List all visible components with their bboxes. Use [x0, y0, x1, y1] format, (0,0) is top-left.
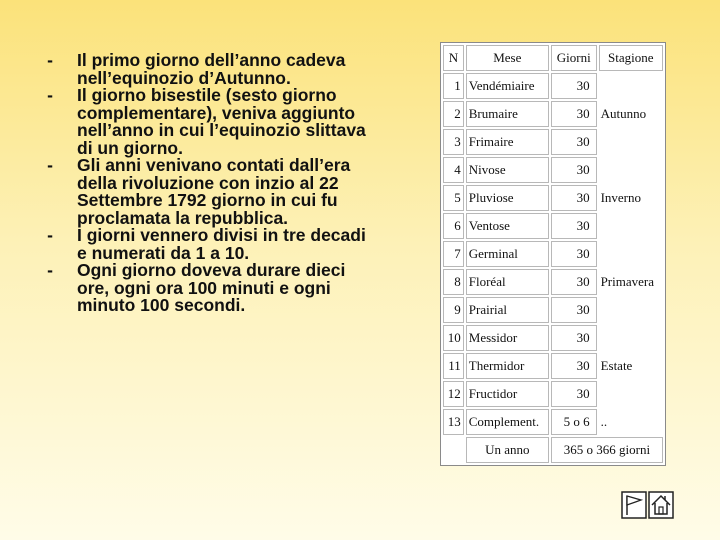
- home-icon: [648, 491, 674, 519]
- bullet-marker: -: [47, 50, 53, 70]
- month-name: Pluviose: [466, 185, 549, 211]
- bullet-marker: -: [47, 225, 53, 245]
- republican-calendar-table: [440, 42, 666, 466]
- table-row: [443, 409, 663, 435]
- bullet-item: [40, 87, 370, 157]
- bullet-text: Il primo giorno dell’anno cadeva nell’equinozio d’Autunno.: [77, 50, 346, 88]
- table-row: [443, 185, 663, 211]
- season-spacer: [599, 73, 663, 99]
- table-row: [443, 73, 663, 99]
- month-days: 30: [551, 157, 597, 183]
- month-name: Prairial: [466, 297, 549, 323]
- month-days: 30: [551, 297, 597, 323]
- month-name: Nivose: [466, 157, 549, 183]
- month-days: 30: [551, 241, 597, 267]
- footer-spacer: [443, 437, 464, 463]
- header-month: Mese: [466, 45, 549, 71]
- bullet-marker: -: [47, 260, 53, 280]
- footer-days: 365 o 366 giorni: [551, 437, 663, 463]
- header-season: Stagione: [599, 45, 663, 71]
- month-days: 30: [551, 73, 597, 99]
- table-row: [443, 129, 663, 155]
- table-row: [443, 381, 663, 407]
- season-label: Primavera: [600, 274, 654, 289]
- table-row: [443, 269, 663, 295]
- month-name: Frimaire: [466, 129, 549, 155]
- row-number: 2: [443, 101, 464, 127]
- season-label: Autunno: [600, 106, 647, 121]
- bullet-item: [40, 52, 370, 87]
- season-spacer: [599, 241, 663, 267]
- row-number: 6: [443, 213, 464, 239]
- month-days: 30: [551, 381, 597, 407]
- season-spacer: [599, 325, 663, 351]
- season-spacer: [599, 129, 663, 155]
- bullet-text: Gli anni venivano contati dall’era della rivoluzione con inzio al 22 Settembre 1792 giorno in cui fu proclamata la repubblica.: [77, 155, 351, 228]
- month-name: Messidor: [466, 325, 549, 351]
- bullet-text: Il giorno bisestile (sesto giorno complementare), veniva aggiunto nell’anno in cui l’equinozio slittava di un giorno.: [77, 85, 366, 158]
- season-spacer: [599, 157, 663, 183]
- season-spacer: [599, 213, 663, 239]
- month-name: Thermidor: [466, 353, 549, 379]
- month-days: 30: [551, 213, 597, 239]
- row-number: 9: [443, 297, 464, 323]
- season-spacer: [599, 381, 663, 407]
- row-number: 13: [443, 409, 464, 435]
- table-row: [443, 353, 663, 379]
- month-name: Ventose: [466, 213, 549, 239]
- month-days: 30: [551, 269, 597, 295]
- bullet-text: Ogni giorno doveva durare dieci ore, ogni ora 100 minuti e ogni minuto 100 secondi.: [77, 260, 346, 315]
- month-days: 30: [551, 101, 597, 127]
- row-number: 3: [443, 129, 464, 155]
- table-row: [443, 213, 663, 239]
- bullet-item: [40, 157, 370, 227]
- month-name: Complement.: [466, 409, 549, 435]
- bullet-item: [40, 227, 370, 262]
- bullet-text: I giorni vennero divisi in tre decadi e numerati da 1 a 10.: [77, 225, 366, 263]
- month-days: 5 o 6: [551, 409, 597, 435]
- bullet-list: [40, 52, 370, 315]
- month-name: Floréal: [466, 269, 549, 295]
- row-number: 7: [443, 241, 464, 267]
- table-row: [443, 325, 663, 351]
- month-days: 30: [551, 185, 597, 211]
- bullet-marker: -: [47, 85, 53, 105]
- table-footer-row: [443, 437, 663, 463]
- bullet-marker: -: [47, 155, 53, 175]
- header-n: N: [443, 45, 464, 71]
- row-number: 1: [443, 73, 464, 99]
- table-row: [443, 157, 663, 183]
- forward-nav-button[interactable]: [621, 491, 647, 519]
- row-number: 4: [443, 157, 464, 183]
- flag-forward-icon: [621, 491, 647, 519]
- table-row: [443, 241, 663, 267]
- row-number: 8: [443, 269, 464, 295]
- month-name: Germinal: [466, 241, 549, 267]
- month-days: 30: [551, 129, 597, 155]
- season-spacer: [599, 297, 663, 323]
- row-number: 12: [443, 381, 464, 407]
- row-number: 5: [443, 185, 464, 211]
- table-header-row: [443, 45, 663, 71]
- month-name: Fructidor: [466, 381, 549, 407]
- header-days: Giorni: [551, 45, 597, 71]
- season-label: Inverno: [600, 190, 641, 205]
- month-name: Brumaire: [466, 101, 549, 127]
- season-label: Estate: [600, 358, 633, 373]
- season-label: ..: [600, 414, 608, 429]
- footer-year: Un anno: [466, 437, 549, 463]
- home-nav-button[interactable]: [648, 491, 674, 519]
- row-number: 10: [443, 325, 464, 351]
- month-days: 30: [551, 353, 597, 379]
- table-row: [443, 297, 663, 323]
- month-name: Vendémiaire: [466, 73, 549, 99]
- bullet-item: [40, 262, 370, 315]
- month-days: 30: [551, 325, 597, 351]
- row-number: 11: [443, 353, 464, 379]
- table-row: [443, 101, 663, 127]
